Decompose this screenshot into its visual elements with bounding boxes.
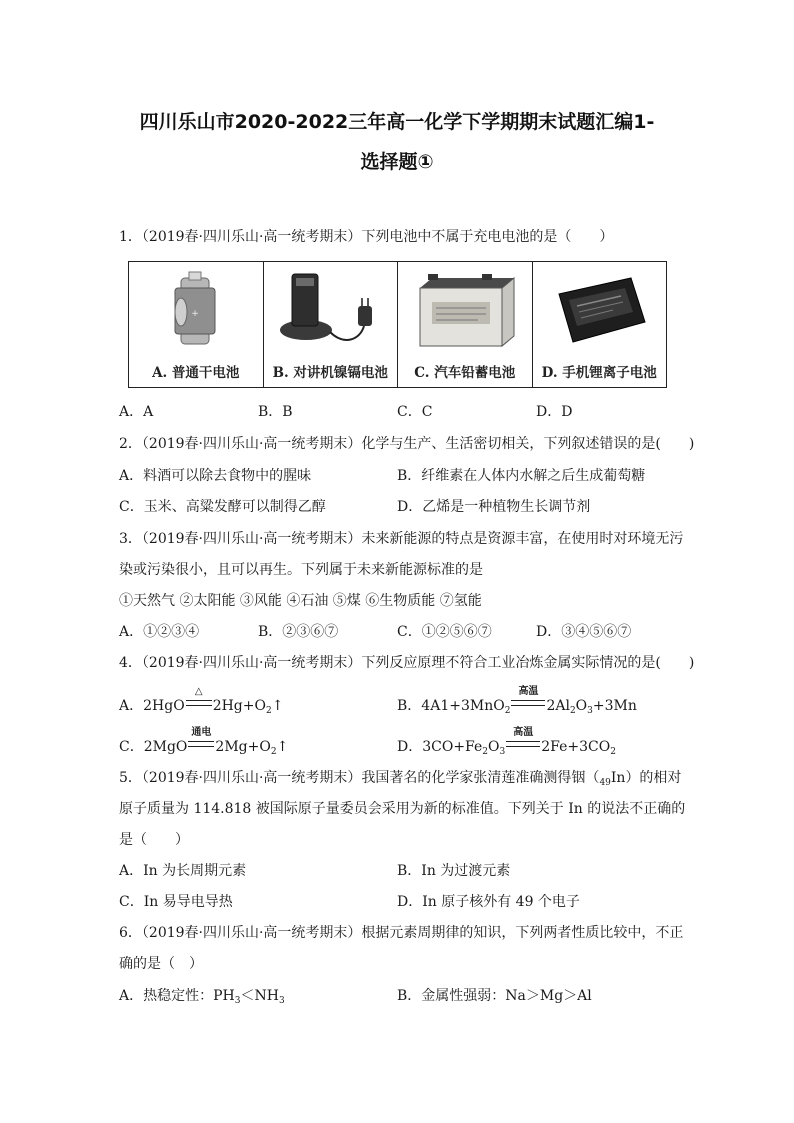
battery-caption-a: A. 普通干电池 bbox=[152, 365, 240, 381]
q3-option-a: A．①②③④ bbox=[119, 624, 200, 640]
condition-high-temp: 高温 bbox=[518, 686, 539, 697]
battery-caption-c: C. 汽车铅蓄电池 bbox=[414, 365, 516, 381]
q1-option-d: D．D bbox=[536, 404, 573, 420]
document-title-line1: 四川乐山市2020-2022三年高一化学下学期期末试题汇编1- bbox=[139, 111, 655, 133]
dry-cell-battery-icon bbox=[129, 266, 261, 358]
q5-stem-line1: 5．（2019春·四川乐山·高一统考期末）我国著名的化学家张清莲准确测得铟$(_{49}In)$的相对 bbox=[119, 770, 682, 788]
q5-option-a: A．In 为长周期元素 bbox=[119, 863, 247, 879]
q6-option-a: A．热稳定性：$PH_3<NH_3$ bbox=[119, 988, 285, 1006]
condition-electrolysis: 通电 bbox=[191, 727, 212, 738]
nicd-battery-charger-icon bbox=[264, 266, 396, 358]
q6-stem-line2: 确的是（ ） bbox=[119, 956, 203, 972]
q5-option-b: B．In 为过渡元素 bbox=[397, 863, 511, 879]
q5-option-c: C．In 易导电导热 bbox=[119, 894, 233, 910]
q6-option-b: B．金属性强弱：Na＞Mg＞Al bbox=[397, 988, 592, 1004]
q1-stem: 1．（2019春·四川乐山·高一统考期末）下列电池中不属于充电电池的是（ ） bbox=[119, 229, 614, 245]
svg-text:+: + bbox=[191, 309, 199, 319]
q4-stem: 4．（2019春·四川乐山·高一统考期末）下列反应原理不符合工业冶炼金属实际情况的是( ) bbox=[119, 655, 695, 671]
q5-option-d: D．In 原子核外有 49 个电子 bbox=[397, 894, 580, 910]
q2-stem: 2．（2019春·四川乐山·高一统考期末）化学与生产、生活密切相关，下列叙述错误的是( ) bbox=[119, 436, 695, 452]
condition-heat: △ bbox=[194, 686, 203, 697]
q3-stem-line2: 染或污染很小，且可以再生。下列属于未来新能源标准的是 bbox=[119, 562, 483, 578]
battery-image-table bbox=[128, 261, 667, 388]
q3-items: ①天然气 ②太阳能 ③风能 ④石油 ⑤煤 ⑥生物质能 ⑦氢能 bbox=[119, 593, 482, 609]
q2-option-a: A．料酒可以除去食物中的腥味 bbox=[119, 468, 312, 484]
lead-acid-battery-icon bbox=[398, 266, 530, 358]
document-title-line2: 选择题① bbox=[360, 151, 434, 173]
q3-option-d: D．③④⑤⑥⑦ bbox=[536, 624, 632, 640]
q2-option-c: C．玉米、高粱发酵可以制得乙醇 bbox=[119, 499, 326, 515]
q3-option-b: B．②③⑥⑦ bbox=[258, 624, 339, 640]
q2-option-d: D．乙烯是一种植物生长调节剂 bbox=[397, 499, 591, 515]
q4-option-a: A．2HgO △ $2Hg+O_2↑$ bbox=[119, 697, 283, 720]
q1-option-b: B．B bbox=[258, 404, 293, 420]
q4-option-b: B．4A1+3MnO$_2$ 高温 $2Al_2O_3+3Mn$ bbox=[397, 697, 637, 720]
q3-stem-line1: 3．（2019春·四川乐山·高一统考期末）未来新能源的特点是资源丰富，在使用时对环境无污 bbox=[119, 531, 684, 547]
battery-caption-b: B. 对讲机镍镉电池 bbox=[272, 365, 388, 381]
q1-option-a: A．A bbox=[119, 404, 154, 420]
q2-option-b: B．纤维素在人体内水解之后生成葡萄糖 bbox=[397, 468, 646, 484]
q6-stem-line1: 6．（2019春·四川乐山·高一统考期末）根据元素周期律的知识，下列两者性质比较中，不正 bbox=[119, 925, 684, 941]
q1-option-c: C．C bbox=[397, 404, 433, 420]
q3-option-c: C．①②⑤⑥⑦ bbox=[397, 624, 492, 640]
condition-high-temp: 高温 bbox=[513, 727, 534, 738]
battery-caption-d: D. 手机锂离子电池 bbox=[541, 365, 657, 381]
lithium-ion-battery-icon bbox=[533, 266, 665, 358]
q4-option-d: D．$3CO+Fe_2O_3$ 高温 $2Fe+3CO_2$ bbox=[397, 738, 616, 761]
q4-option-c: C．2MgO 通电 $2Mg+O_2↑$ bbox=[119, 738, 288, 761]
q5-stem-line3: 是（ ） bbox=[119, 832, 189, 848]
q5-stem-line2: 原子质量为 114.818 被国际原子量委员会采用为新的标准值。下列关于 In 的说法不正确的 bbox=[119, 801, 686, 817]
